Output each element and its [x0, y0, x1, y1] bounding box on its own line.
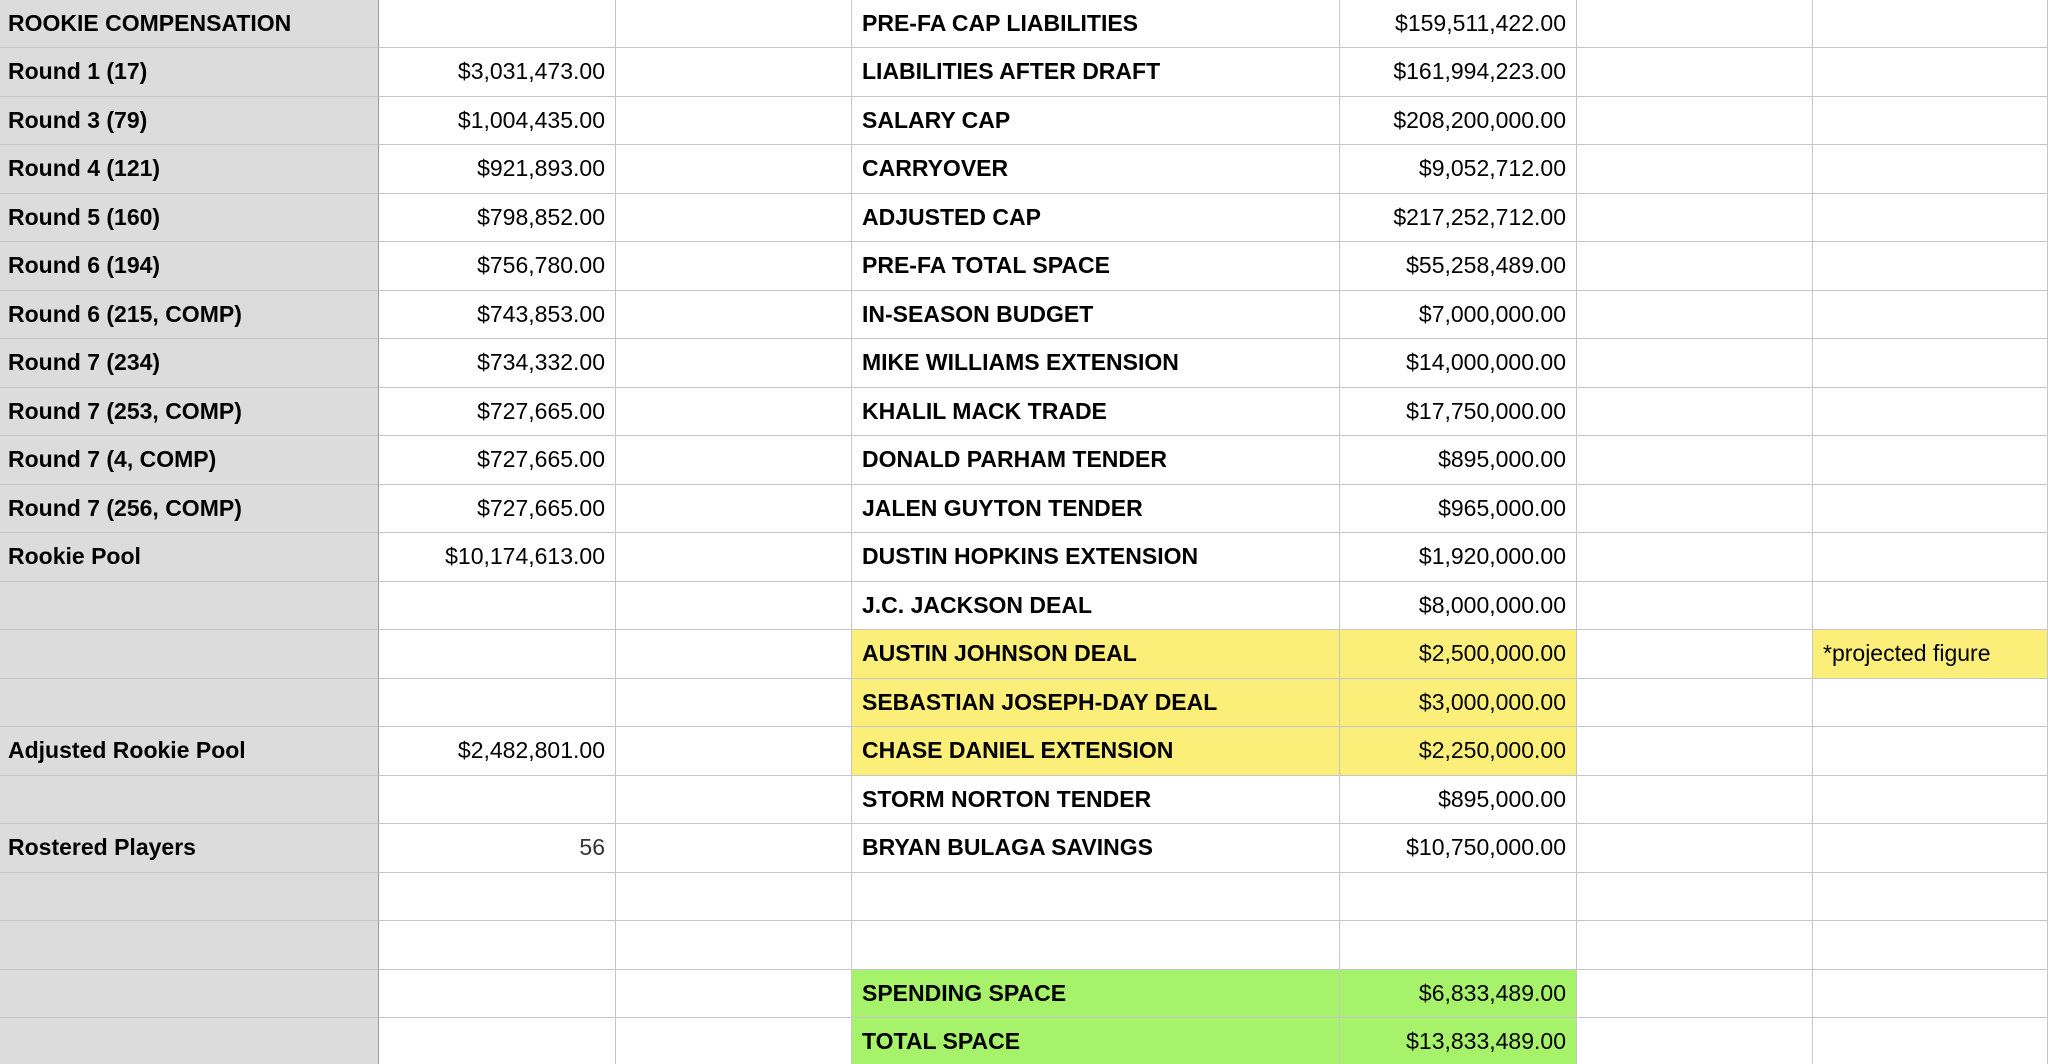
table-row: [0, 291, 2048, 340]
cell-label-round-7-234[interactable]: Round 7 (234): [0, 339, 379, 388]
cell-label-total-space[interactable]: TOTAL SPACE: [852, 1018, 1340, 1064]
cell-empty[interactable]: [1813, 242, 2048, 291]
table-row: [0, 48, 2048, 97]
cell-empty[interactable]: [616, 48, 852, 97]
cell-value-round-6-194[interactable]: $756,780.00: [379, 242, 616, 291]
cell-empty[interactable]: [1813, 436, 2048, 485]
cell-empty[interactable]: [1813, 291, 2048, 340]
cell-empty[interactable]: [852, 921, 1340, 970]
table-row: [0, 0, 2048, 48]
cell-empty[interactable]: [1577, 0, 1813, 48]
cell-label-round-6-215-comp[interactable]: Round 6 (215, COMP): [0, 291, 379, 340]
cell-empty[interactable]: [379, 1018, 616, 1064]
cell-label-adjusted-rookie-pool[interactable]: Adjusted Rookie Pool: [0, 727, 379, 776]
cell-empty[interactable]: [379, 873, 616, 922]
cell-label-liabilities-after-draft[interactable]: LIABILITIES AFTER DRAFT: [852, 48, 1340, 97]
cell-value-bryan-bulaga-savings[interactable]: $10,750,000.00: [1340, 824, 1577, 873]
cell-empty[interactable]: [379, 776, 616, 825]
cell-empty[interactable]: [1813, 727, 2048, 776]
cell-value-spending-space[interactable]: $6,833,489.00: [1340, 970, 1577, 1019]
cell-empty[interactable]: [1577, 242, 1813, 291]
cell-label-round-7-4-comp[interactable]: Round 7 (4, COMP): [0, 436, 379, 485]
cell-label-khalil-mack-trade[interactable]: KHALIL MACK TRADE: [852, 388, 1340, 437]
cell-label-adjusted-cap[interactable]: ADJUSTED CAP: [852, 194, 1340, 243]
cell-empty[interactable]: [1813, 145, 2048, 194]
cell-value-round-4-121[interactable]: $921,893.00: [379, 145, 616, 194]
cell-label-round-3-79[interactable]: Round 3 (79): [0, 97, 379, 146]
cell-label-chase-daniel-extension[interactable]: CHASE DANIEL EXTENSION: [852, 727, 1340, 776]
table-row: [0, 436, 2048, 485]
cell-label-in-season-budget[interactable]: IN-SEASON BUDGET: [852, 291, 1340, 340]
cell-label-bryan-bulaga-savings[interactable]: BRYAN BULAGA SAVINGS: [852, 824, 1340, 873]
cell-value-jalen-guyton-tender[interactable]: $965,000.00: [1340, 485, 1577, 534]
cell-empty[interactable]: [1813, 48, 2048, 97]
cell-value-khalil-mack-trade[interactable]: $17,750,000.00: [1340, 388, 1577, 437]
cell-empty[interactable]: [1577, 921, 1813, 970]
cell-empty[interactable]: [0, 582, 379, 631]
cell-value-round-6-215-comp[interactable]: $743,853.00: [379, 291, 616, 340]
cell-empty[interactable]: [1813, 776, 2048, 825]
cell-empty[interactable]: [379, 582, 616, 631]
cell-value-adjusted-cap[interactable]: $217,252,712.00: [1340, 194, 1577, 243]
cell-label-pre-fa-total-space[interactable]: PRE-FA TOTAL SPACE: [852, 242, 1340, 291]
cell-value-rookie-pool[interactable]: $10,174,613.00: [379, 533, 616, 582]
cell-value-mike-williams-extension[interactable]: $14,000,000.00: [1340, 339, 1577, 388]
cell-value-rostered-players[interactable]: 56: [379, 824, 616, 873]
cell-empty[interactable]: [1813, 194, 2048, 243]
cell-value-pre-fa-total-space[interactable]: $55,258,489.00: [1340, 242, 1577, 291]
cell-value-storm-norton-tender[interactable]: $895,000.00: [1340, 776, 1577, 825]
table-row: [0, 582, 2048, 631]
cell-empty[interactable]: [616, 873, 852, 922]
cell-empty[interactable]: [616, 582, 852, 631]
cell-empty[interactable]: [1577, 1018, 1813, 1064]
cell-empty[interactable]: [1577, 48, 1813, 97]
cell-label-spending-space[interactable]: SPENDING SPACE: [852, 970, 1340, 1019]
table-row: [0, 824, 2048, 873]
cell-value-in-season-budget[interactable]: $7,000,000.00: [1340, 291, 1577, 340]
cell-value-sebastian-joseph-day-deal[interactable]: $3,000,000.00: [1340, 679, 1577, 728]
cell-label-pre-fa-cap-liabilities[interactable]: PRE-FA CAP LIABILITIES: [852, 0, 1340, 48]
cell-empty[interactable]: [1340, 873, 1577, 922]
cell-label-round-4-121[interactable]: Round 4 (121): [0, 145, 379, 194]
cell-empty[interactable]: [379, 630, 616, 679]
cell-empty[interactable]: [1577, 873, 1813, 922]
cell-label-donald-parham-tender[interactable]: DONALD PARHAM TENDER: [852, 436, 1340, 485]
cell-empty[interactable]: [1577, 436, 1813, 485]
cell-empty[interactable]: [616, 776, 852, 825]
cell-empty[interactable]: [0, 873, 379, 922]
cell-label-storm-norton-tender[interactable]: STORM NORTON TENDER: [852, 776, 1340, 825]
cell-label-sebastian-joseph-day-deal[interactable]: SEBASTIAN JOSEPH-DAY DEAL: [852, 679, 1340, 728]
cell-label-rookie-pool[interactable]: Rookie Pool: [0, 533, 379, 582]
cell-empty[interactable]: [1577, 485, 1813, 534]
cell-value-round-5-160[interactable]: $798,852.00: [379, 194, 616, 243]
cell-empty[interactable]: [379, 679, 616, 728]
cell-value-carryover[interactable]: $9,052,712.00: [1340, 145, 1577, 194]
table-row: [0, 1018, 2048, 1064]
cell-empty[interactable]: [1577, 679, 1813, 728]
cell-empty[interactable]: [1813, 0, 2048, 48]
cell-value-pre-fa-cap-liabilities[interactable]: $159,511,422.00: [1340, 0, 1577, 48]
cell-empty[interactable]: [616, 1018, 852, 1064]
cell-value-chase-daniel-extension[interactable]: $2,250,000.00: [1340, 727, 1577, 776]
cell-empty[interactable]: [1813, 388, 2048, 437]
cell-empty[interactable]: [0, 1018, 379, 1064]
table-row: [0, 533, 2048, 582]
cell-empty[interactable]: [616, 242, 852, 291]
cell-empty[interactable]: [1577, 776, 1813, 825]
cell-empty[interactable]: [1577, 339, 1813, 388]
cell-empty[interactable]: [616, 921, 852, 970]
cell-empty[interactable]: [1340, 921, 1577, 970]
cell-empty[interactable]: [0, 921, 379, 970]
cell-label-carryover[interactable]: CARRYOVER: [852, 145, 1340, 194]
cell-empty[interactable]: [852, 873, 1340, 922]
cell-value-dustin-hopkins-extension[interactable]: $1,920,000.00: [1340, 533, 1577, 582]
cell-empty[interactable]: [379, 970, 616, 1019]
cell-empty[interactable]: [1577, 291, 1813, 340]
cell-empty[interactable]: [616, 97, 852, 146]
cell-empty[interactable]: [0, 776, 379, 825]
cell-empty[interactable]: [379, 0, 616, 48]
cell-label-round-7-256-comp[interactable]: Round 7 (256, COMP): [0, 485, 379, 534]
cell-empty[interactable]: [616, 0, 852, 48]
cell-label-j-c-jackson-deal[interactable]: J.C. JACKSON DEAL: [852, 582, 1340, 631]
cell-empty[interactable]: [1813, 533, 2048, 582]
cell-empty[interactable]: [0, 630, 379, 679]
table-row: [0, 194, 2048, 243]
cell-label-round-1-17[interactable]: Round 1 (17): [0, 48, 379, 97]
cell-empty[interactable]: [1813, 824, 2048, 873]
cell-value-round-7-253-comp[interactable]: $727,665.00: [379, 388, 616, 437]
cell-empty[interactable]: [0, 970, 379, 1019]
cell-empty[interactable]: [1577, 970, 1813, 1019]
cell-empty[interactable]: [1577, 97, 1813, 146]
table-row: [0, 145, 2048, 194]
cell-label-rookie-compensation[interactable]: ROOKIE COMPENSATION: [0, 0, 379, 48]
cell-value-round-1-17[interactable]: $3,031,473.00: [379, 48, 616, 97]
cell-value-total-space[interactable]: $13,833,489.00: [1340, 1018, 1577, 1064]
cell-label-jalen-guyton-tender[interactable]: JALEN GUYTON TENDER: [852, 485, 1340, 534]
table-row: [0, 388, 2048, 437]
cell-empty[interactable]: [1577, 194, 1813, 243]
projected-figure-note[interactable]: *projected figure: [1813, 630, 2048, 679]
cell-empty[interactable]: [1577, 727, 1813, 776]
table-row: [0, 873, 2048, 922]
cell-empty[interactable]: [1813, 1018, 2048, 1064]
cell-empty[interactable]: [1813, 582, 2048, 631]
cell-value-donald-parham-tender[interactable]: $895,000.00: [1340, 436, 1577, 485]
cell-empty[interactable]: [1813, 679, 2048, 728]
cell-label-austin-johnson-deal[interactable]: AUSTIN JOHNSON DEAL: [852, 630, 1340, 679]
cell-empty[interactable]: [616, 145, 852, 194]
cell-label-salary-cap[interactable]: SALARY CAP: [852, 97, 1340, 146]
cell-empty[interactable]: [1813, 97, 2048, 146]
cell-empty[interactable]: [1813, 873, 2048, 922]
cell-empty[interactable]: [616, 194, 852, 243]
cell-value-round-7-234[interactable]: $734,332.00: [379, 339, 616, 388]
cell-empty[interactable]: [1813, 970, 2048, 1019]
cell-empty[interactable]: [379, 921, 616, 970]
cell-empty[interactable]: [1577, 145, 1813, 194]
cell-empty[interactable]: [616, 291, 852, 340]
cell-empty[interactable]: [1813, 485, 2048, 534]
cell-label-mike-williams-extension[interactable]: MIKE WILLIAMS EXTENSION: [852, 339, 1340, 388]
cell-empty[interactable]: [1813, 339, 2048, 388]
cell-empty[interactable]: [616, 339, 852, 388]
cell-empty[interactable]: [1577, 582, 1813, 631]
cell-value-round-7-4-comp[interactable]: $727,665.00: [379, 436, 616, 485]
cell-empty[interactable]: [616, 436, 852, 485]
table-row: [0, 727, 2048, 776]
cell-value-j-c-jackson-deal[interactable]: $8,000,000.00: [1340, 582, 1577, 631]
cell-empty[interactable]: [1813, 921, 2048, 970]
cell-empty[interactable]: [616, 388, 852, 437]
table-row: [0, 242, 2048, 291]
table-row: [0, 970, 2048, 1019]
cell-label-rostered-players[interactable]: Rostered Players: [0, 824, 379, 873]
cell-empty[interactable]: [616, 485, 852, 534]
table-row: [0, 776, 2048, 825]
cell-label-round-5-160[interactable]: Round 5 (160): [0, 194, 379, 243]
cell-value-liabilities-after-draft[interactable]: $161,994,223.00: [1340, 48, 1577, 97]
cell-empty[interactable]: [1577, 533, 1813, 582]
cell-empty[interactable]: [616, 970, 852, 1019]
cell-empty[interactable]: [1577, 388, 1813, 437]
cell-empty[interactable]: [616, 824, 852, 873]
table-row: [0, 630, 2048, 679]
table-row: [0, 97, 2048, 146]
cell-label-round-7-253-comp[interactable]: Round 7 (253, COMP): [0, 388, 379, 437]
table-row: [0, 921, 2048, 970]
cell-value-adjusted-rookie-pool[interactable]: $2,482,801.00: [379, 727, 616, 776]
cell-label-round-6-194[interactable]: Round 6 (194): [0, 242, 379, 291]
cell-empty[interactable]: [616, 727, 852, 776]
cell-empty[interactable]: [616, 679, 852, 728]
cell-value-austin-johnson-deal[interactable]: $2,500,000.00: [1340, 630, 1577, 679]
cell-empty[interactable]: [616, 630, 852, 679]
cell-empty[interactable]: [1577, 630, 1813, 679]
table-row: [0, 679, 2048, 728]
cell-empty[interactable]: [1577, 824, 1813, 873]
cell-value-round-3-79[interactable]: $1,004,435.00: [379, 97, 616, 146]
table-row: [0, 339, 2048, 388]
cell-label-dustin-hopkins-extension[interactable]: DUSTIN HOPKINS EXTENSION: [852, 533, 1340, 582]
cell-empty[interactable]: [0, 679, 379, 728]
cell-value-salary-cap[interactable]: $208,200,000.00: [1340, 97, 1577, 146]
cell-value-round-7-256-comp[interactable]: $727,665.00: [379, 485, 616, 534]
cell-empty[interactable]: [616, 533, 852, 582]
table-row: [0, 485, 2048, 534]
